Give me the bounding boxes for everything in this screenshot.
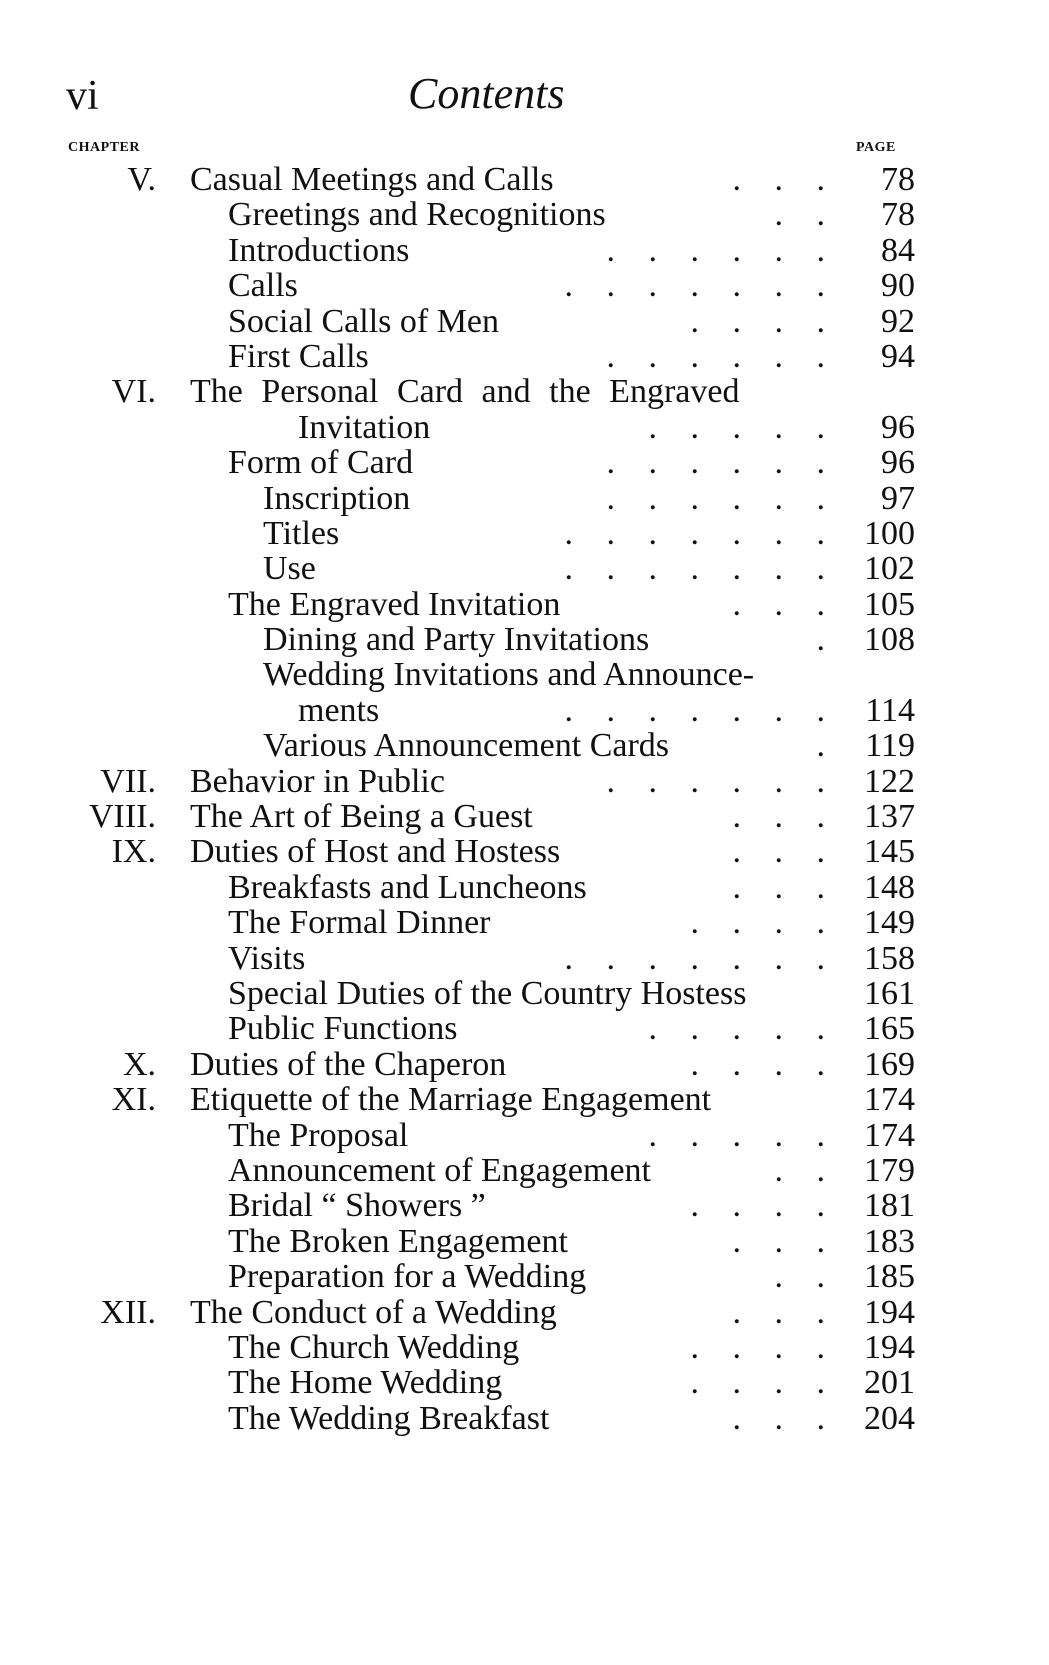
dot-leader: . — [816, 621, 827, 659]
toc-entry — [0, 1082, 1049, 1117]
chapter-number: VIII. — [88, 798, 156, 836]
dot-leader: . . . . — [690, 1364, 827, 1402]
toc-entry — [0, 1153, 1049, 1188]
entry-title: Special Duties of the Country Hostess — [228, 974, 747, 1012]
toc-entry — [0, 1259, 1049, 1294]
page-ref: 122 — [864, 762, 915, 800]
dot-leader: . . . . . . . — [564, 691, 827, 729]
page-ref: 145 — [864, 833, 915, 871]
dot-leader: . . . . . . . — [564, 267, 827, 305]
entry-title: Inscription — [263, 479, 411, 517]
entry-title: Titles — [263, 514, 340, 552]
dot-leader: . . — [774, 196, 827, 234]
entry-title: The Church Wedding — [228, 1328, 520, 1366]
page-ref: 194 — [864, 1328, 915, 1366]
page-ref: 92 — [881, 302, 915, 340]
toc-entry — [0, 1224, 1049, 1259]
page-ref: 96 — [881, 408, 915, 446]
entry-title: The Personal Card and the Engraved — [190, 373, 740, 411]
toc-entry — [0, 622, 1049, 657]
entry-title: Social Calls of Men — [228, 302, 500, 340]
toc-entry — [0, 1401, 1049, 1436]
dot-leader: . . — [774, 1151, 827, 1189]
entry-title: Dining and Party Invitations — [263, 621, 650, 659]
entry-title: Behavior in Public — [190, 762, 445, 800]
toc-entry — [0, 799, 1049, 834]
page-ref: 90 — [881, 267, 915, 305]
entry-title: Form of Card — [228, 444, 414, 482]
entry-title: Duties of the Chaperon — [190, 1045, 507, 1083]
entry-title: The Conduct of a Wedding — [190, 1293, 557, 1331]
entry-title: Preparation for a Wedding — [228, 1258, 587, 1296]
page-ref: 94 — [881, 337, 915, 375]
chapter-number: X. — [122, 1045, 156, 1083]
dot-leader: . . . . . . — [606, 231, 827, 269]
dot-leader: . — [816, 727, 827, 765]
dot-leader: . . . . . . . — [564, 514, 827, 552]
page-ref: 201 — [864, 1364, 915, 1402]
page-ref: 84 — [881, 231, 915, 269]
toc-entry — [0, 339, 1049, 374]
dot-leader: . . . . . . — [606, 337, 827, 375]
page-ref: 102 — [864, 550, 915, 588]
dot-leader: . . . . . . . — [564, 550, 827, 588]
page-ref: 179 — [864, 1151, 915, 1189]
toc-entry — [0, 516, 1049, 551]
toc-entry — [0, 941, 1049, 976]
dot-leader: . . . . — [690, 1328, 827, 1366]
running-title: Contents — [408, 69, 565, 118]
toc-entry — [0, 1011, 1049, 1046]
dot-leader: . . . . . . — [606, 479, 827, 517]
page-ref: 174 — [864, 1116, 915, 1154]
page-ref: 158 — [864, 939, 915, 977]
dot-leader: . . . . — [690, 904, 827, 942]
chapter-number: VII. — [100, 762, 156, 800]
page-ref: 181 — [864, 1187, 915, 1225]
toc-entry — [0, 374, 1049, 409]
entry-title: Etiquette of the Marriage Engagement — [190, 1081, 712, 1119]
entry-title: Breakfasts and Luncheons — [228, 868, 587, 906]
entry-title: Casual Meetings and Calls — [190, 161, 554, 198]
entry-title: The Formal Dinner — [228, 904, 491, 942]
toc-entry — [0, 728, 1049, 763]
page-ref: 174 — [864, 1081, 915, 1119]
toc-entry — [0, 764, 1049, 799]
entry-title: Bridal “ Showers ” — [228, 1187, 486, 1225]
chapter-column-label: CHAPTER — [68, 140, 140, 155]
page-ref: 137 — [864, 798, 915, 836]
dot-leader: . . . . — [690, 302, 827, 340]
toc-entry — [0, 551, 1049, 586]
dot-leader: . . . . . — [648, 408, 827, 446]
page-ref: 78 — [881, 161, 915, 198]
entry-title: Wedding Invitations and Announce- — [263, 656, 755, 694]
entry-title: Various Announcement Cards — [263, 727, 670, 765]
chapter-number: IX. — [111, 833, 156, 871]
toc-entry — [0, 870, 1049, 905]
toc-entry — [0, 481, 1049, 516]
page-ref: 105 — [864, 585, 915, 623]
entry-title: Visits — [228, 939, 306, 977]
toc-entry — [0, 657, 1049, 692]
toc-entry — [0, 197, 1049, 232]
page-ref: 108 — [864, 621, 915, 659]
toc-entry — [0, 1047, 1049, 1082]
page-number: vi — [66, 73, 99, 119]
toc-entry — [0, 1365, 1049, 1400]
dot-leader: . . . — [732, 798, 827, 836]
entry-title: Invitation — [298, 408, 431, 446]
dot-leader: . . . — [732, 833, 827, 871]
dot-leader: . . . — [732, 585, 827, 623]
page-ref: 185 — [864, 1258, 915, 1296]
dot-leader: . . . — [732, 1293, 827, 1331]
toc-entry — [0, 1118, 1049, 1153]
toc-entry — [0, 1330, 1049, 1365]
dot-leader: . . . — [732, 1399, 827, 1437]
chapter-number: XI. — [111, 1081, 156, 1119]
entry-title: Announcement of Engagement — [228, 1151, 651, 1189]
page-ref: 204 — [864, 1399, 915, 1437]
toc-entry — [0, 834, 1049, 869]
entry-title: The Engraved Invitation — [228, 585, 561, 623]
dot-leader: . . . — [732, 161, 827, 198]
dot-leader: . . . . . . — [606, 762, 827, 800]
entry-title: ments — [298, 691, 380, 729]
toc-entry — [0, 268, 1049, 303]
entry-title: The Broken Engagement — [228, 1222, 568, 1260]
toc-entry — [0, 233, 1049, 268]
entry-title: The Home Wedding — [228, 1364, 503, 1402]
dot-leader: . . . . . . — [606, 444, 827, 482]
entry-title: First Calls — [228, 337, 369, 375]
table-of-contents — [0, 162, 1049, 1436]
entry-title: Introductions — [228, 231, 410, 269]
entry-title: Use — [263, 550, 316, 588]
entry-title: Greetings and Recognitions — [228, 196, 606, 234]
chapter-number: V. — [127, 161, 156, 198]
entry-title: Calls — [228, 267, 298, 305]
toc-entry — [0, 410, 1049, 445]
dot-leader: . . . . . — [648, 1010, 827, 1048]
dot-leader: . . — [774, 1258, 827, 1296]
dot-leader: . . . . . . . — [564, 939, 827, 977]
dot-leader: . . . . — [690, 1045, 827, 1083]
page-ref: 78 — [881, 196, 915, 234]
page-column-label: PAGE — [856, 140, 896, 155]
page-ref: 194 — [864, 1293, 915, 1331]
chapter-number: VI. — [111, 373, 156, 411]
page-ref: 169 — [864, 1045, 915, 1083]
entry-title: The Proposal — [228, 1116, 409, 1154]
entry-title: Duties of Host and Hostess — [190, 833, 561, 871]
toc-entry — [0, 976, 1049, 1011]
toc-entry — [0, 162, 1049, 197]
toc-entry — [0, 693, 1049, 728]
entry-title: The Art of Being a Guest — [190, 798, 533, 836]
page-ref: 100 — [864, 514, 915, 552]
page-ref: 183 — [864, 1222, 915, 1260]
page-ref: 114 — [865, 691, 915, 729]
page-ref: 97 — [881, 479, 915, 517]
page-ref: 148 — [864, 868, 915, 906]
page-ref: 165 — [864, 1010, 915, 1048]
dot-leader: . . . . — [690, 1187, 827, 1225]
toc-entry — [0, 445, 1049, 480]
page-ref: 96 — [881, 444, 915, 482]
page-ref: 119 — [865, 727, 915, 765]
toc-entry — [0, 905, 1049, 940]
toc-entry — [0, 1188, 1049, 1223]
toc-entry — [0, 1295, 1049, 1330]
page-ref: 161 — [864, 974, 915, 1012]
toc-entry — [0, 587, 1049, 622]
entry-title: Public Functions — [228, 1010, 458, 1048]
page-ref: 149 — [864, 904, 915, 942]
dot-leader: . . . — [732, 1222, 827, 1260]
entry-title: The Wedding Breakfast — [228, 1399, 550, 1437]
dot-leader: . . . . . — [648, 1116, 827, 1154]
chapter-number: XII. — [100, 1293, 156, 1331]
dot-leader: . . . — [732, 868, 827, 906]
toc-entry — [0, 304, 1049, 339]
